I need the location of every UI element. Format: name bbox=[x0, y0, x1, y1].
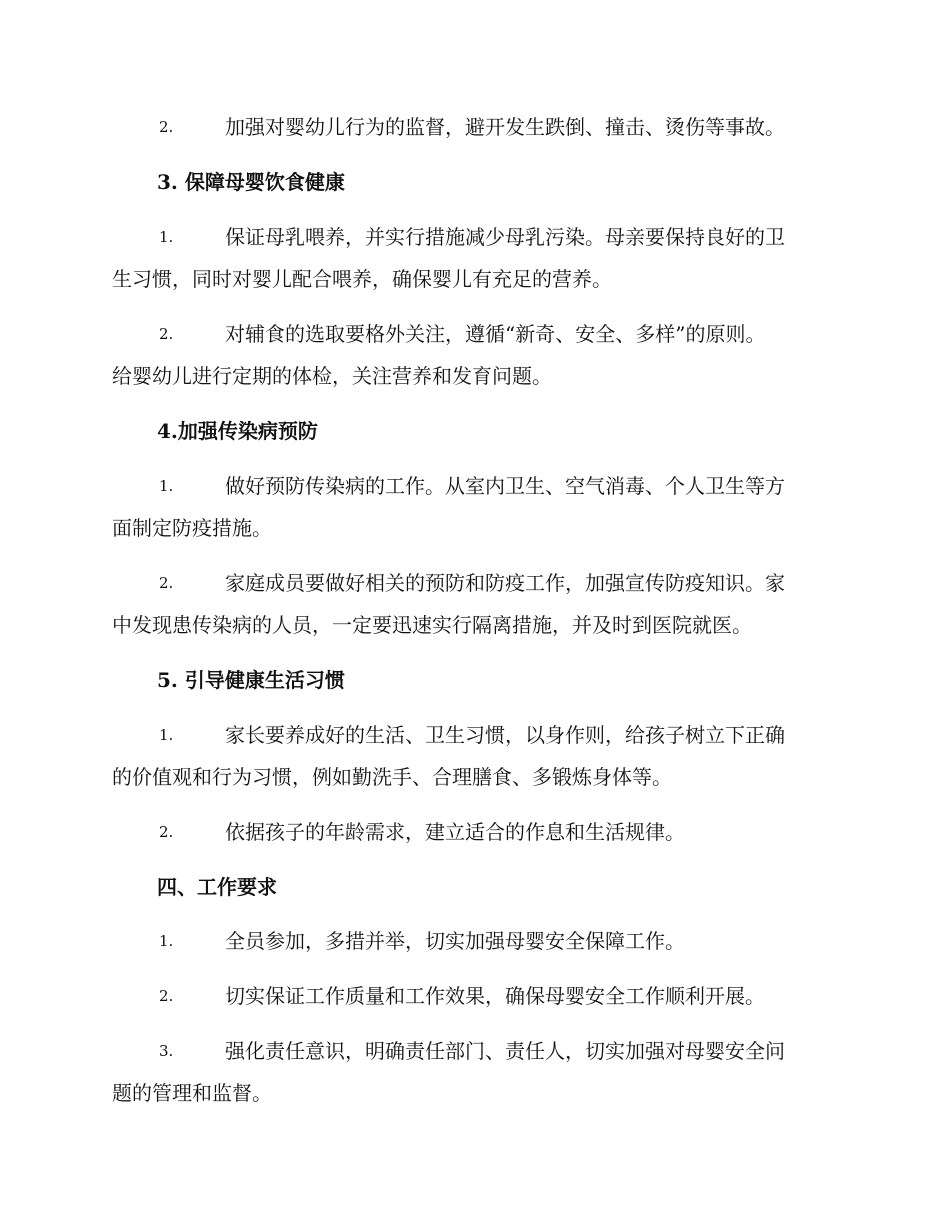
list-item bbox=[112, 216, 842, 300]
item-text: 保证母乳喂养，并实行措施减少母乳污染。母亲要保持良好的卫 bbox=[225, 225, 785, 249]
item-text: 全员参加，多措并举，切实加强母婴安全保障工作。 bbox=[225, 929, 685, 953]
list-item bbox=[112, 465, 842, 549]
item-text: 切实保证工作质量和工作效果，确保母婴安全工作顺利开展。 bbox=[225, 984, 765, 1008]
item-number: 1. bbox=[159, 932, 174, 950]
item-number: 2. bbox=[159, 574, 174, 592]
item-text: 依据孩子的年龄需求，建立适合的作息和生活规律。 bbox=[225, 820, 685, 844]
item-text: 对辅食的选取要格外关注，遵循“新奇、安全、多样”的原则。 bbox=[225, 322, 766, 346]
list-item bbox=[112, 920, 842, 962]
item-number: 2. bbox=[159, 325, 174, 343]
item-text: 的价值观和行为习惯，例如勤洗手、合理膳食、多锻炼身体等。 bbox=[112, 765, 672, 789]
item-text: 中发现患传染病的人员，一定要迅速实行隔离措施，并及时到医院就医。 bbox=[112, 613, 752, 637]
item-text: 加强对婴幼儿行为的监督，避开发生跌倒、撞击、烫伤等事故。 bbox=[225, 115, 785, 139]
section-heading: 5. 引导健康生活习惯 bbox=[157, 668, 345, 692]
list-item bbox=[112, 106, 842, 148]
item-text: 生习惯，同时对婴儿配合喂养，确保婴儿有充足的营养。 bbox=[112, 267, 612, 291]
item-number: 2. bbox=[159, 987, 174, 1005]
item-text: 家长要养成好的生活、卫生习惯，以身作则，给孩子树立下正确 bbox=[225, 723, 785, 747]
list-item bbox=[112, 714, 842, 798]
item-number: 2. bbox=[159, 118, 174, 136]
section-heading: 四、工作要求 bbox=[157, 875, 277, 899]
list-item bbox=[112, 811, 842, 853]
section-heading: 3. 保障母婴饮食健康 bbox=[157, 170, 345, 194]
item-text: 家庭成员要做好相关的预防和防疫工作，加强宣传防疫知识。家 bbox=[225, 571, 785, 595]
item-number: 2. bbox=[159, 823, 174, 841]
item-text: 做好预防传染病的工作。从室内卫生、空气消毒、个人卫生等方 bbox=[225, 474, 785, 498]
list-item bbox=[112, 562, 842, 646]
item-text: 给婴幼儿进行定期的体检，关注营养和发育问题。 bbox=[112, 364, 552, 388]
item-text: 面制定防疫措施。 bbox=[112, 516, 272, 540]
list-item bbox=[112, 975, 842, 1017]
item-text: 强化责任意识，明确责任部门、责任人，切实加强对母婴安全问 bbox=[225, 1039, 785, 1063]
list-item bbox=[112, 1030, 842, 1114]
item-text: 题的管理和监督。 bbox=[112, 1081, 272, 1105]
item-number: 1. bbox=[159, 726, 174, 744]
item-number: 1. bbox=[159, 228, 174, 246]
section-heading: 4.加强传染病预防 bbox=[157, 419, 318, 443]
item-number: 1. bbox=[159, 477, 174, 495]
item-number: 3. bbox=[159, 1042, 174, 1060]
list-item bbox=[112, 313, 842, 397]
